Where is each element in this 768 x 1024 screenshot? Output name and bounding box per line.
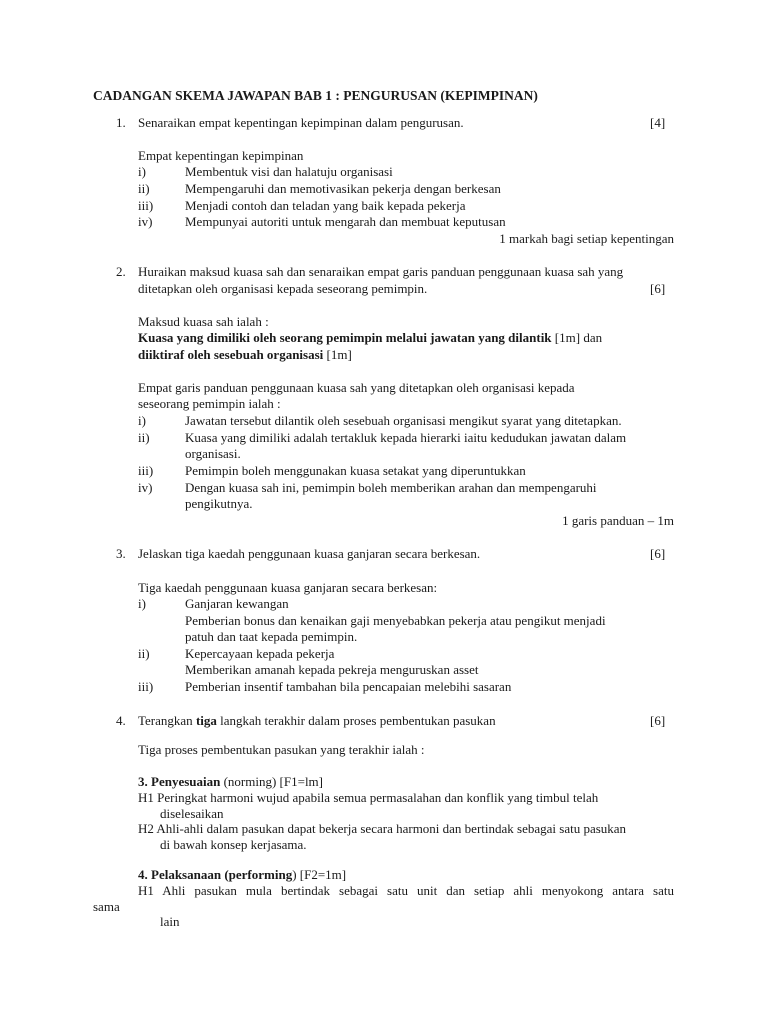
answer-intro: Tiga kaedah penggunaan kuasa ganjaran secara berkesan: (138, 580, 438, 595)
guide-intro: Empat garis panduan penggunaan kuasa sah yang ditetapkan oleh organisasi kepada (138, 380, 575, 395)
question-number: 2. (116, 264, 126, 279)
list-item-detail: Pemberian bonus dan kenaikan gaji menyebabkan pekerja atau pengikut menjadi (185, 613, 606, 628)
point-h1-wrap: sama (93, 899, 120, 914)
question-text: Senaraikan empat kepentingan kepimpinan dalam pengurusan. (138, 115, 464, 130)
definition-intro: Maksud kuasa sah ialah : (138, 314, 269, 329)
question-marks: [4] (650, 115, 666, 130)
question-text: Huraikan maksud kuasa sah dan senaraikan empat garis panduan penggunaan kuasa sah yang (138, 264, 624, 279)
list-item-detail: patuh dan taat kepada pemimpin. (185, 629, 358, 644)
stage-heading-3: 3. Penyesuaian (norming) [F1=lm] (138, 774, 323, 789)
list-item-cont: organisasi. (185, 446, 241, 461)
guide-intro-cont: seseorang pemimpin ialah : (138, 396, 281, 411)
question-number: 4. (116, 713, 126, 728)
point-h1: H1 Peringkat harmoni wujud apabila semua permasalahan dan konflik yang timbul telah (138, 790, 599, 805)
question-number: 1. (116, 115, 126, 130)
stage-heading-4: 4. Pelaksanaan (performing) [F2=1m] (138, 867, 347, 882)
question-marks: [6] (650, 546, 666, 561)
point-h1-performing: H1 Ahli pasukan mula bertindak sebagai satu unit dan setiap ahli menyokong antara satu (138, 883, 674, 898)
marking-note: 1 garis panduan – 1m (562, 513, 674, 528)
answer-intro: Empat kepentingan kepimpinan (138, 148, 304, 163)
question-number: 3. (116, 546, 126, 561)
list-item-detail: Memberikan amanah kepada pekreja menguruskan asset (185, 662, 479, 677)
question-text: Terangkan tiga langkah terakhir dalam proses pembentukan pasukan (138, 713, 496, 728)
point-h2: H2 Ahli-ahli dalam pasukan dapat bekerja secara harmoni dan bertindak sebagai satu pasukan (138, 821, 627, 836)
document-title: CADANGAN SKEMA JAWAPAN BAB 1 : PENGURUSAN (KEPIMPINAN) (93, 88, 538, 103)
document-page: CADANGAN SKEMA JAWAPAN BAB 1 : PENGURUSAN (KEPIMPINAN) 1. Senaraikan empat kepentingan kepimpinan dalam pengurusan. [4] Empat kepentingan kepimpinan i) Membentuk visi dan halatuju organisasi ii) Mempengaruhi dan memotivasikan pekerja dengan berkesan iii) Menjadi contoh dan teladan yang baik kepada pekerja iv) Mempunyai autoriti untuk mengarah dan membuat keputusan 1 markah bagi setiap kepentingan 2. Huraikan maksud kuasa sah dan senaraikan empat garis panduan penggunaan kuasa sah yang ditetapkan oleh organisasi kepada seseorang pemimpin. [6] Maksud kuasa sah ialah : Kuasa yang dimiliki oleh seorang pemimpin melalui jawatan yang dilantik [1m] dan diiktiraf oleh sesebuah organisasi [1m] Empat garis panduan penggunaan kuasa sah yang ditetapkan oleh organisasi kepada seseorang pemimpin ialah : i) Jawatan tersebut dilantik oleh sesebuah organisasi mengikut syarat yang ditetapkan. ii) Kuasa yang dimiliki adalah tertakluk kepada hierarki iaitu kedudukan jawatan dalam organisasi. iii) Pemimpin boleh menggunakan kuasa setakat yang diperuntukkan iv) Dengan kuasa sah ini, pemimpin boleh memberikan arahan dan mempengaruhi pengikutnya. 1 garis panduan – 1m 3. Jelaskan tiga kaedah penggunaan kuasa ganjaran secara berkesan. [6] Tiga kaedah penggunaan kuasa ganjaran secara berkesan: i) Ganjaran kewangan Pemberian bonus dan kenaikan gaji menyebabkan pekerja atau pengikut menjadi patuh dan taat kepada pemimpin. ii) Kepercayaan kepada pekerja Memberikan amanah kepada pekreja menguruskan asset iii) Pemberian insentif tambahan bila pencapaian melebihi sasaran 4. Terangkan tiga langkah terakhir dalam proses pembentukan pasukan [6] Tiga proses pembentukan pasukan yang terakhir ialah : 3. Penyesuaian (norming) [F1=lm] H1 Peringkat harmoni wujud apabila semua permasalahan dan konflik yang timbul telah diselesaikan H2 Ahli-ahli dalam pasukan dapat bekerja secara harmoni dan bertindak sebagai satu pasukan di bawah konsep kerjasama. 4. Pelaksanaan (performing) [F2=1m] H1 Ahli pasukan mula bertindak sebagai satu unit dan setiap ahli menyokong antara satu sama lain (93, 88, 674, 929)
question-marks: [6] (650, 281, 666, 296)
definition-line-2: diiktiraf oleh sesebuah organisasi [1m] (138, 347, 352, 362)
point-h2-cont: di bawah konsep kerjasama. (160, 837, 307, 852)
answer-intro: Tiga proses pembentukan pasukan yang terakhir ialah : (138, 742, 425, 757)
point-h1-cont: diselesaikan (160, 806, 224, 821)
marking-note: 1 markah bagi setiap kepentingan (499, 231, 674, 246)
question-text: Jelaskan tiga kaedah penggunaan kuasa ganjaran secara berkesan. (138, 546, 481, 561)
list-item-cont: pengikutnya. (185, 496, 253, 511)
question-marks: [6] (650, 713, 666, 728)
definition-line-1: Kuasa yang dimiliki oleh seorang pemimpin melalui jawatan yang dilantik [1m] dan (138, 330, 603, 345)
point-h1-cont: lain (160, 914, 180, 929)
